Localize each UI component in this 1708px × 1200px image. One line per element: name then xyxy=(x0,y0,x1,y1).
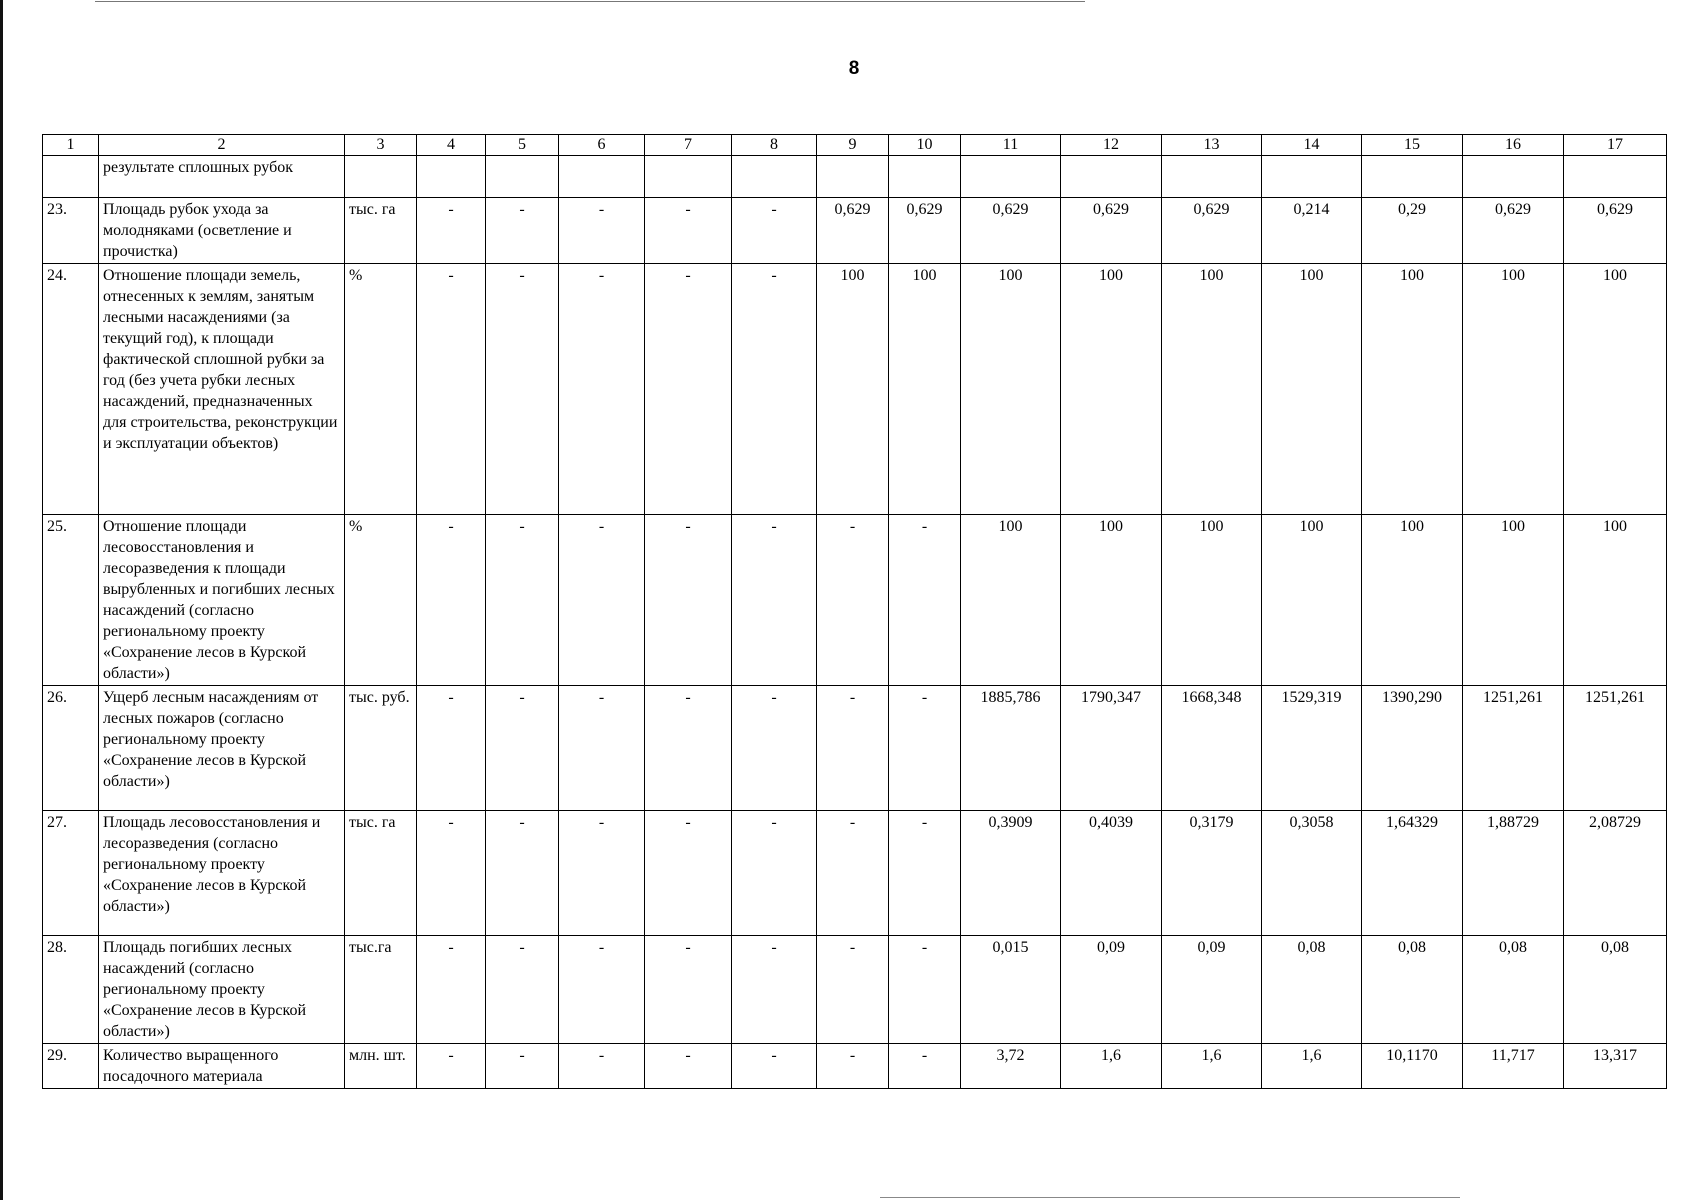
value-cell: 1,88729 xyxy=(1463,811,1564,936)
unit-of-measure: млн. шт. xyxy=(345,1044,417,1089)
value-cell: - xyxy=(559,811,645,936)
indicator-name: Площадь рубок ухода за молодняками (осветление и прочистка) xyxy=(99,198,345,264)
column-header: 9 xyxy=(817,135,889,156)
row-number: 25. xyxy=(43,515,99,686)
table-row xyxy=(43,515,1667,686)
column-header: 8 xyxy=(732,135,817,156)
value-cell: 0,629 xyxy=(889,198,961,264)
scan-edge xyxy=(0,0,3,1200)
value-cell: - xyxy=(486,1044,559,1089)
value-cell: 1668,348 xyxy=(1162,686,1262,811)
value-cell: 100 xyxy=(1564,264,1667,515)
table-row xyxy=(43,686,1667,811)
unit-of-measure: % xyxy=(345,515,417,686)
value-cell: - xyxy=(645,686,732,811)
unit-of-measure: тыс. га xyxy=(345,198,417,264)
value-cell: 11,717 xyxy=(1463,1044,1564,1089)
value-cell: - xyxy=(732,936,817,1044)
value-cell: 1885,786 xyxy=(961,686,1061,811)
indicator-name: Ущерб лесным насаждениям от лесных пожаров (согласно региональному проекту «Сохранение лесов в Курской области») xyxy=(99,686,345,811)
indicator-name: Площадь погибших лесных насаждений (согласно региональному проекту «Сохранение лесов в Курской области») xyxy=(99,936,345,1044)
value-cell: 13,317 xyxy=(1564,1044,1667,1089)
value-cell: - xyxy=(817,515,889,686)
value-cell: 100 xyxy=(1061,515,1162,686)
value-cell: - xyxy=(645,1044,732,1089)
value-cell: 100 xyxy=(1162,264,1262,515)
value-cell: 100 xyxy=(1362,515,1463,686)
value-cell: - xyxy=(559,686,645,811)
column-header: 13 xyxy=(1162,135,1262,156)
column-header: 17 xyxy=(1564,135,1667,156)
row-number: 29. xyxy=(43,1044,99,1089)
value-cell: 1,6 xyxy=(1162,1044,1262,1089)
row-number: 26. xyxy=(43,686,99,811)
value-cell: 0,629 xyxy=(1564,198,1667,264)
value-cell: 1390,290 xyxy=(1362,686,1463,811)
column-header: 3 xyxy=(345,135,417,156)
row-number: 24. xyxy=(43,264,99,515)
column-header: 14 xyxy=(1262,135,1362,156)
value-cell: - xyxy=(559,936,645,1044)
value-cell: 100 xyxy=(1061,264,1162,515)
table-row xyxy=(43,156,1667,198)
value-cell: 0,08 xyxy=(1463,936,1564,1044)
value-cell: 0,015 xyxy=(961,936,1061,1044)
value-cell: 0,3909 xyxy=(961,811,1061,936)
value-cell: - xyxy=(732,811,817,936)
value-cell xyxy=(1463,156,1564,198)
table-row xyxy=(43,811,1667,936)
value-cell: 3,72 xyxy=(961,1044,1061,1089)
value-cell: - xyxy=(817,811,889,936)
value-cell: 0,629 xyxy=(1162,198,1262,264)
column-header: 2 xyxy=(99,135,345,156)
row-number: 23. xyxy=(43,198,99,264)
value-cell: - xyxy=(732,1044,817,1089)
value-cell: - xyxy=(559,198,645,264)
value-cell: 0,4039 xyxy=(1061,811,1162,936)
bottom-rule xyxy=(880,1197,1460,1198)
value-cell xyxy=(1162,156,1262,198)
value-cell: 100 xyxy=(1162,515,1262,686)
indicator-name: Отношение площади земель, отнесенных к землям, занятым лесными насаждениями (за текущий год), к площади фактической сплошной рубки за год (без учета рубки лесных насаждений, предназначенных для строительства, реконструкции и эксплуатации объектов) xyxy=(99,264,345,515)
table-header-row xyxy=(43,135,1667,156)
value-cell: 100 xyxy=(889,264,961,515)
value-cell: - xyxy=(645,198,732,264)
top-rule xyxy=(95,1,1085,2)
value-cell: 0,629 xyxy=(817,198,889,264)
value-cell xyxy=(559,156,645,198)
value-cell: - xyxy=(889,936,961,1044)
value-cell: - xyxy=(417,1044,486,1089)
value-cell: - xyxy=(732,686,817,811)
value-cell: 0,09 xyxy=(1061,936,1162,1044)
value-cell xyxy=(1362,156,1463,198)
value-cell: 0,214 xyxy=(1262,198,1362,264)
value-cell xyxy=(486,156,559,198)
value-cell: 1251,261 xyxy=(1463,686,1564,811)
column-header: 4 xyxy=(417,135,486,156)
value-cell: 1790,347 xyxy=(1061,686,1162,811)
value-cell: - xyxy=(486,515,559,686)
value-cell: 0,08 xyxy=(1564,936,1667,1044)
value-cell xyxy=(1061,156,1162,198)
value-cell: - xyxy=(417,811,486,936)
value-cell: - xyxy=(732,515,817,686)
value-cell: 0,08 xyxy=(1362,936,1463,1044)
value-cell: 100 xyxy=(1463,264,1564,515)
value-cell: 0,3058 xyxy=(1262,811,1362,936)
value-cell xyxy=(961,156,1061,198)
value-cell: - xyxy=(486,264,559,515)
indicator-name: Отношение площади лесовосстановления и лесоразведения к площади вырубленных и погибших лесных насаждений (согласно региональному проекту «Сохранение лесов в Курской области») xyxy=(99,515,345,686)
value-cell: 100 xyxy=(1262,515,1362,686)
value-cell xyxy=(817,156,889,198)
value-cell: 2,08729 xyxy=(1564,811,1667,936)
value-cell: - xyxy=(559,515,645,686)
value-cell: - xyxy=(486,936,559,1044)
value-cell: 1,64329 xyxy=(1362,811,1463,936)
value-cell: 0,3179 xyxy=(1162,811,1262,936)
value-cell xyxy=(1262,156,1362,198)
row-number: 28. xyxy=(43,936,99,1044)
unit-of-measure: % xyxy=(345,264,417,515)
value-cell: - xyxy=(732,198,817,264)
value-cell: 1,6 xyxy=(1262,1044,1362,1089)
column-header: 1 xyxy=(43,135,99,156)
value-cell: - xyxy=(732,264,817,515)
column-header: 7 xyxy=(645,135,732,156)
value-cell: 100 xyxy=(1362,264,1463,515)
column-header: 5 xyxy=(486,135,559,156)
value-cell: - xyxy=(486,686,559,811)
value-cell: - xyxy=(889,515,961,686)
value-cell: 0,629 xyxy=(1463,198,1564,264)
value-cell: 0,29 xyxy=(1362,198,1463,264)
table-row xyxy=(43,264,1667,515)
value-cell xyxy=(732,156,817,198)
value-cell: 100 xyxy=(961,264,1061,515)
value-cell: - xyxy=(889,1044,961,1089)
column-header: 16 xyxy=(1463,135,1564,156)
value-cell: - xyxy=(817,686,889,811)
value-cell: 0,629 xyxy=(961,198,1061,264)
column-header: 6 xyxy=(559,135,645,156)
value-cell: - xyxy=(417,264,486,515)
value-cell: 0,629 xyxy=(1061,198,1162,264)
indicator-name: Количество выращенного посадочного материала xyxy=(99,1044,345,1089)
value-cell: - xyxy=(417,515,486,686)
value-cell: - xyxy=(889,686,961,811)
indicator-name: Площадь лесовосстановления и лесоразведения (согласно региональному проекту «Сохранение лесов в Курской области») xyxy=(99,811,345,936)
value-cell: - xyxy=(486,811,559,936)
value-cell: - xyxy=(889,811,961,936)
value-cell: 0,09 xyxy=(1162,936,1262,1044)
column-header: 11 xyxy=(961,135,1061,156)
unit-of-measure: тыс.га xyxy=(345,936,417,1044)
unit-of-measure: тыс. га xyxy=(345,811,417,936)
page-number: 8 xyxy=(848,58,860,79)
value-cell: - xyxy=(559,1044,645,1089)
value-cell: 0,08 xyxy=(1262,936,1362,1044)
table-row xyxy=(43,198,1667,264)
row-number: 27. xyxy=(43,811,99,936)
value-cell: - xyxy=(645,515,732,686)
value-cell xyxy=(889,156,961,198)
value-cell: - xyxy=(645,264,732,515)
value-cell xyxy=(417,156,486,198)
value-cell: 1,6 xyxy=(1061,1044,1162,1089)
value-cell: - xyxy=(559,264,645,515)
table-row xyxy=(43,936,1667,1044)
row-number xyxy=(43,156,99,198)
column-header: 10 xyxy=(889,135,961,156)
value-cell: 1251,261 xyxy=(1564,686,1667,811)
value-cell: - xyxy=(417,686,486,811)
value-cell: 100 xyxy=(1262,264,1362,515)
value-cell: - xyxy=(645,811,732,936)
value-cell: 100 xyxy=(1564,515,1667,686)
value-cell: - xyxy=(645,936,732,1044)
value-cell: 1529,319 xyxy=(1262,686,1362,811)
value-cell: - xyxy=(417,936,486,1044)
indicator-name: результате сплошных рубок xyxy=(99,156,345,198)
value-cell: - xyxy=(417,198,486,264)
column-header: 12 xyxy=(1061,135,1162,156)
value-cell: 10,1170 xyxy=(1362,1044,1463,1089)
table-row xyxy=(43,1044,1667,1089)
value-cell: - xyxy=(817,1044,889,1089)
indicators-table xyxy=(42,134,1667,1089)
value-cell: - xyxy=(486,198,559,264)
value-cell xyxy=(1564,156,1667,198)
value-cell: 100 xyxy=(961,515,1061,686)
unit-of-measure: тыс. руб. xyxy=(345,686,417,811)
value-cell: 100 xyxy=(1463,515,1564,686)
value-cell: - xyxy=(817,936,889,1044)
value-cell: 100 xyxy=(817,264,889,515)
unit-of-measure xyxy=(345,156,417,198)
column-header: 15 xyxy=(1362,135,1463,156)
value-cell xyxy=(645,156,732,198)
